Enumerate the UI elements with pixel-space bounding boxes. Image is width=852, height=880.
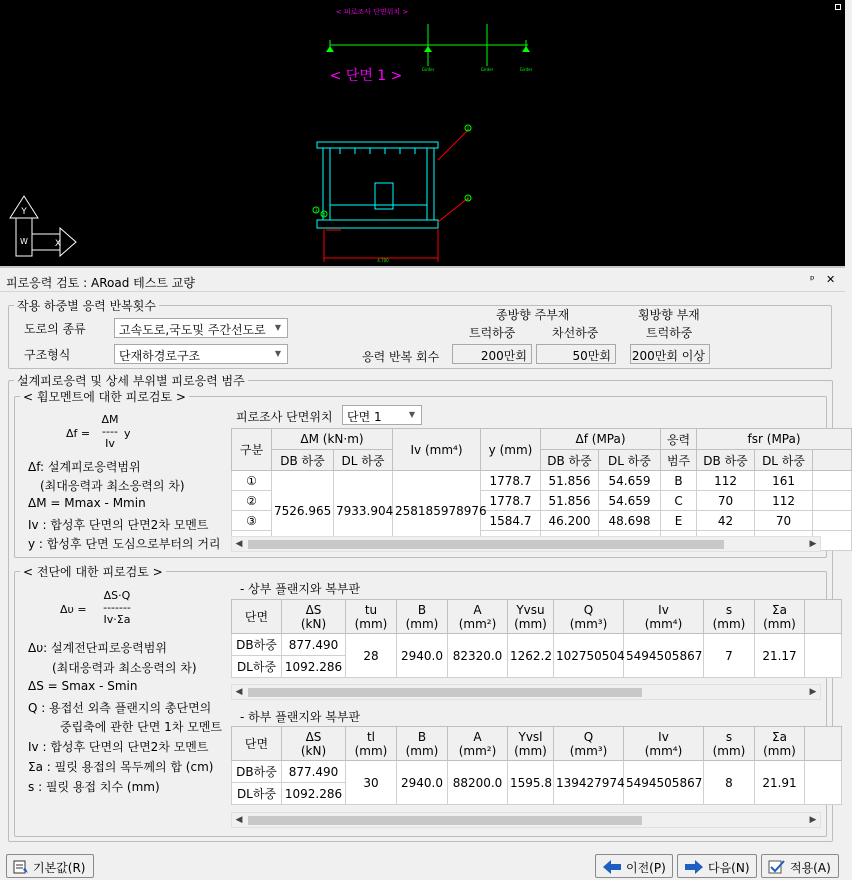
- table-row: DL하중 1092.286: [232, 783, 842, 805]
- trans-repeat-field: 200만회 이상: [630, 344, 710, 364]
- scroll-right-icon[interactable]: ▶: [809, 815, 817, 825]
- pin-icon[interactable]: ᵖ: [810, 273, 815, 286]
- shear-group-title: < 전단에 대한 피로검토 >: [20, 563, 166, 580]
- scroll-right-icon[interactable]: ▶: [809, 539, 817, 549]
- viewer-header-text: < 피로조사 단면위치 >: [335, 8, 409, 16]
- table-row: ② 1778.7 51.856 54.659 C 70 112: [232, 491, 852, 511]
- table-row: DB하중 877.490 28 2940.0 82320.0 1262.2 102750504 5494505867 7 21.17: [232, 634, 842, 656]
- shear-legend-7: Σa : 필릿 용접의 목두께의 합 (cm): [28, 760, 214, 774]
- default-values-icon: [13, 860, 29, 877]
- section-position-label: 피로조사 단면위치: [236, 410, 333, 424]
- shear-legend-8: s : 필릿 용접 치수 (mm): [28, 780, 160, 794]
- lower-table-scrollbar[interactable]: [231, 812, 821, 828]
- longitudinal-header: 종방향 주부재: [496, 308, 570, 322]
- svg-text:3: 3: [314, 208, 318, 213]
- scroll-left-icon[interactable]: ◀: [235, 539, 243, 549]
- scroll-left-icon[interactable]: ◀: [235, 815, 243, 825]
- table-row: ① 7526.965 7933.904 258185978976 1778.7 51.856 54.659 B 112 161: [232, 471, 852, 491]
- ucs-icon: [10, 196, 76, 256]
- lower-flange-table: 단면 ΔS (kN) tl (mm) B (mm) A (mm²) Yvsl (mm) Q (mm³) Iv (mm⁴) s (mm) Σa (mm) DB하중 877.490 30 2940.0 88200.0 1595.8 139427974 5494505867 8 21.91 DL하중 1092.286: [231, 726, 842, 805]
- apply-button[interactable]: 적용(A): [761, 854, 839, 878]
- lower-table-viewport: [231, 726, 821, 806]
- scroll-left-icon[interactable]: ◀: [235, 687, 243, 697]
- repeat-count-label: 응력 반복 회수: [362, 350, 440, 364]
- bending-formula: Δf = ΔM ---- Iv y: [66, 413, 131, 450]
- svg-text:2: 2: [466, 196, 470, 201]
- upper-table-viewport: [231, 599, 821, 679]
- trans-truck-load-header: 트럭하중: [646, 326, 693, 340]
- svg-text:4,700: 4,700: [377, 258, 389, 263]
- arrow-right-icon: [684, 860, 704, 877]
- shear-legend-1: Δυ: 설계전단피로응력범위: [28, 641, 167, 655]
- upper-flange-table: 단면 ΔS (kN) tu (mm) B (mm) A (mm²) Yvsu (mm) Q (mm³) Iv (mm⁴) s (mm) Σa (mm) DB하중 877.490 28 2940.0 82320.0 1262.2 102750504 5494505867 7 21.17 DL하중 1092.286: [231, 599, 842, 678]
- bending-legend-3: ΔM = Mmax - Mmin: [28, 496, 146, 510]
- next-button[interactable]: 다음(N): [677, 854, 757, 878]
- shear-legend-2: (최대응력과 최소응력의 차): [52, 661, 197, 675]
- bending-legend-4: Iv : 합성후 단면의 단면2차 모멘트: [28, 518, 209, 532]
- prev-button[interactable]: 이전(P): [595, 854, 673, 878]
- svg-text:Girder: Girder: [480, 67, 494, 72]
- chevron-down-icon: ▼: [408, 410, 416, 419]
- structure-type-select[interactable]: 단재하경로구조 ▼: [114, 344, 288, 364]
- svg-text:4: 4: [322, 212, 326, 217]
- upper-flange-title: - 상부 플랜지와 복부판: [240, 582, 361, 596]
- default-button[interactable]: 기본값(R): [6, 854, 94, 878]
- shear-legend-5: 중립축에 관한 단면 1차 모멘트: [60, 720, 222, 734]
- transverse-header: 횡방향 부재: [638, 308, 700, 322]
- svg-text:Girder: Girder: [421, 67, 435, 72]
- svg-text:W: W: [20, 237, 28, 246]
- road-type-select[interactable]: 고속도로,국도및 주간선도로 ▼: [114, 318, 288, 338]
- bending-table: 구분 ΔM (kN·m) Iv (mm⁴) y (mm) Δf (MPa) 응력 fsr (MPa) DB 하중 DL 하중 DB 하중 DL 하중 범주 DB 하중 DL 하중 ① 7526.965 7933.904 258185978976 1778.7 51.856 54.659 B 112 161 ② 1778.7 51.856 54.659 C 70 112 ③ 1584.7 46.200 48.698 E 42 70: [231, 428, 852, 551]
- upper-table-scrollbar[interactable]: [231, 684, 821, 700]
- panel-title: 피로응력 검토 : ARoad 테스트 교량: [6, 276, 195, 290]
- svg-text:Y: Y: [21, 207, 27, 217]
- table-row: ③ 1584.7 46.200 48.698 E 42 70: [232, 511, 852, 531]
- svg-text:1: 1: [466, 126, 470, 131]
- lane-repeat-field: 50만회: [536, 344, 616, 364]
- fatigue-group-title: 설계피로응력 및 상세 부위별 피로응력 범주: [14, 372, 248, 389]
- panel-title-bar: [0, 270, 845, 292]
- bending-table-scrollbar[interactable]: [231, 536, 821, 552]
- structure-type-label: 구조형식: [24, 348, 71, 362]
- load-group-title: 작용 하중별 응력 반복횟수: [14, 297, 159, 314]
- viewer-resize-icon[interactable]: [835, 4, 841, 10]
- shear-legend-4: Q : 용접선 외측 플랜지의 총단면의: [28, 701, 212, 715]
- scroll-right-icon[interactable]: ▶: [809, 687, 817, 697]
- section-drawing: [0, 0, 845, 268]
- close-icon[interactable]: ✕: [826, 273, 836, 286]
- section-position-select[interactable]: 단면 1 ▼: [342, 405, 422, 425]
- svg-text:Girder: Girder: [519, 67, 533, 72]
- shear-formula: Δυ = ΔS·Q ------- Iv·Σa: [60, 589, 131, 626]
- table-row: DB하중 877.490 30 2940.0 88200.0 1595.8 139427974 5494505867 8 21.91: [232, 761, 842, 783]
- lower-flange-title: - 하부 플랜지와 복부판: [240, 710, 361, 724]
- svg-text:X: X: [54, 239, 62, 249]
- truck-repeat-field: 200만회: [452, 344, 532, 364]
- truck-load-header: 트럭하중: [469, 326, 516, 340]
- arrow-left-icon: [602, 860, 622, 877]
- bending-table-viewport: [231, 428, 821, 536]
- bending-group-title: < 휨모멘트에 대한 피로검토 >: [20, 388, 189, 405]
- shear-legend-3: ΔS = Smax - Smin: [28, 679, 138, 693]
- bending-legend-5: y : 합성후 단면 도심으로부터의 거리: [28, 537, 221, 551]
- chevron-down-icon: ▼: [274, 349, 282, 358]
- shear-legend-6: Iv : 합성후 단면의 단면2차 모멘트: [28, 740, 209, 754]
- section-label: < 단면 1 >: [329, 68, 403, 84]
- chevron-down-icon: ▼: [274, 323, 282, 332]
- bending-legend-1: Δf: 설계피로응력범위: [28, 460, 141, 474]
- bending-legend-2: (최대응력과 최소응력의 차): [40, 479, 185, 493]
- cad-viewer[interactable]: [0, 0, 845, 268]
- checkmark-icon: [768, 860, 786, 877]
- road-type-label: 도로의 종류: [24, 322, 86, 336]
- lane-load-header: 차선하중: [552, 326, 599, 340]
- table-row: DL하중 1092.286: [232, 656, 842, 678]
